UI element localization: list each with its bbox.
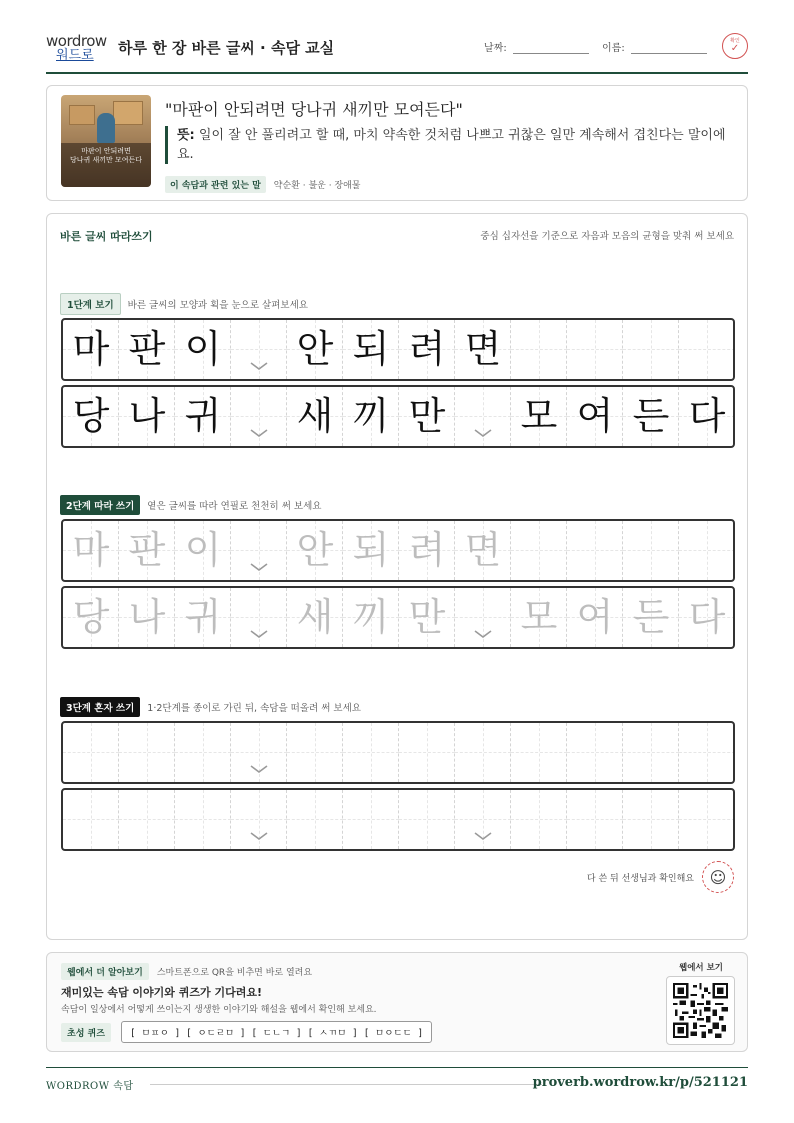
space-mark-icon (249, 830, 269, 842)
grid-cell[interactable] (511, 723, 567, 782)
qr-label: 웹에서 보기 (679, 963, 724, 973)
grid-cell[interactable] (231, 588, 287, 647)
grid-cell (511, 320, 567, 379)
grid-cell (679, 387, 735, 446)
practice-char: 되 (352, 327, 390, 371)
grid-cell[interactable] (343, 790, 399, 849)
grid-cell[interactable] (679, 588, 735, 647)
grid-cell (455, 320, 511, 379)
grid-cell[interactable] (455, 521, 511, 580)
practice-char: 면 (464, 528, 502, 572)
grid-cell (175, 387, 231, 446)
space-mark-icon (249, 763, 269, 775)
grid-cell (119, 320, 175, 379)
grid-cell[interactable] (63, 723, 119, 782)
practice-char: 새 (296, 595, 334, 639)
space-mark-icon (473, 628, 493, 640)
grid-cell (231, 387, 287, 446)
step3-header: 3단계 혼자 쓰기 1·2단계를 종이로 가린 뒤, 속담을 떠올려 써 보세요 (60, 697, 361, 717)
practice-char: 안 (296, 528, 334, 572)
grid-cell (567, 320, 623, 379)
grid-cell[interactable] (623, 790, 679, 849)
grid-cell (343, 387, 399, 446)
grid-cell[interactable] (399, 790, 455, 849)
grid-cell (63, 320, 119, 379)
practice-char: 판 (128, 327, 166, 371)
space-mark-icon (249, 561, 269, 573)
practice-char: 귀 (184, 394, 222, 438)
grid-cell[interactable] (455, 723, 511, 782)
web-section (46, 952, 748, 1052)
grid-cell[interactable] (231, 790, 287, 849)
space-mark-icon (473, 427, 493, 439)
grid-cell[interactable] (511, 790, 567, 849)
step1-row-1 (61, 318, 735, 381)
grid-cell[interactable] (343, 588, 399, 647)
grid-cell (511, 387, 567, 446)
step2-row-1[interactable] (61, 519, 735, 582)
grid-cell (63, 387, 119, 446)
grid-cell (399, 320, 455, 379)
space-mark-icon (249, 360, 269, 372)
practice-char: 판 (128, 528, 166, 572)
grid-cell (399, 387, 455, 446)
grid-cell (343, 320, 399, 379)
practice-char: 끼 (352, 595, 390, 639)
practice-char: 마 (72, 528, 110, 572)
grid-cell[interactable] (343, 521, 399, 580)
practice-section (46, 213, 748, 940)
practice-char: 당 (72, 595, 110, 639)
practice-char: 되 (352, 528, 390, 572)
space-mark-icon (473, 830, 493, 842)
grid-cell[interactable] (287, 588, 343, 647)
grid-cell[interactable] (119, 723, 175, 782)
grid-cell[interactable] (287, 723, 343, 782)
step3-row-2[interactable] (61, 788, 735, 851)
grid-cell (567, 387, 623, 446)
grid-cell[interactable] (567, 588, 623, 647)
grid-cell[interactable] (679, 790, 735, 849)
web-desc: 속담이 일상에서 어떻게 쓰이는지 생생한 이야기와 해설을 웹에서 확인해 보세요. (61, 1005, 377, 1015)
web-badge: 웹에서 더 알아보기 스마트폰으로 QR을 비추면 바로 열려요 (61, 963, 312, 980)
grid-cell[interactable] (175, 723, 231, 782)
grid-cell[interactable] (623, 588, 679, 647)
grid-cell[interactable] (399, 588, 455, 647)
page-footer (46, 1067, 748, 1101)
practice-char: 나 (128, 595, 166, 639)
grid-cell[interactable] (679, 521, 735, 580)
footer-brand: WORDROW 속담 (46, 1081, 134, 1092)
footer-url[interactable]: proverb.wordrow.kr/p/521121 (532, 1075, 748, 1090)
practice-char: 이 (184, 327, 222, 371)
grid-cell[interactable] (119, 521, 175, 580)
grid-cell[interactable] (119, 588, 175, 647)
step2-header: 2단계 따라 쓰기 옅은 글씨를 따라 연필로 천천히 써 보세요 (60, 495, 321, 515)
practice-char: 새 (296, 394, 334, 438)
wordrow-logo: wordrow 워드로 (46, 32, 107, 63)
step1-row-2 (61, 385, 735, 448)
practice-char: 다 (688, 595, 726, 639)
grid-cell[interactable] (63, 790, 119, 849)
practice-char: 당 (72, 394, 110, 438)
practice-char: 안 (296, 327, 334, 371)
practice-char: 려 (408, 528, 446, 572)
grid-cell (175, 320, 231, 379)
practice-char: 이 (184, 528, 222, 572)
grid-cell (287, 387, 343, 446)
related-words: 이 속담과 관련 있는 말 약순환 · 불운 · 장애물 (165, 176, 361, 193)
teacher-face-icon: ☺ (702, 861, 734, 893)
teacher-confirm: 다 쓴 뒤 선생님과 확인해요 ☺ (587, 861, 734, 893)
practice-char: 만 (408, 595, 446, 639)
practice-char: 다 (688, 394, 726, 438)
proverb-illustration: 마판이 안되려면 당나귀 새끼만 모여든다 (61, 95, 151, 187)
grid-cell (455, 387, 511, 446)
grid-cell[interactable] (231, 723, 287, 782)
chosung-quiz: 초성 퀴즈 [ ㅁㅍㅇ ] [ ㅇㄷㄹㅁ ] [ ㄷㄴㄱ ] [ ㅅㄲㅁ ] [ ㅁㅇㄷㄷ ] (61, 1021, 432, 1043)
practice-char: 귀 (184, 595, 222, 639)
step3-row-1[interactable] (61, 721, 735, 784)
practice-char: 든 (632, 595, 670, 639)
grid-cell[interactable] (119, 790, 175, 849)
grid-cell[interactable] (455, 588, 511, 647)
step1-header: 1단계 보기 바른 글씨의 모양과 획을 눈으로 살펴보세요 (60, 293, 308, 315)
practice-char: 마 (72, 327, 110, 371)
grid-cell[interactable] (679, 723, 735, 782)
grid-cell[interactable] (175, 790, 231, 849)
practice-char: 든 (632, 394, 670, 438)
grid-cell (623, 320, 679, 379)
grid-cell[interactable] (63, 588, 119, 647)
practice-char: 모 (520, 394, 558, 438)
web-headline: 재미있는 속담 이야기와 퀴즈가 기다려요! (61, 986, 262, 999)
practice-char: 모 (520, 595, 558, 639)
practice-title: 바른 글씨 따라쓰기 (60, 230, 153, 243)
proverb-title: "마판이 안되려면 당나귀 새끼만 모여든다" (165, 100, 463, 119)
practice-char: 면 (464, 327, 502, 371)
space-mark-icon (249, 427, 269, 439)
space-mark-icon (249, 628, 269, 640)
practice-char: 여 (576, 394, 614, 438)
grid-cell[interactable] (287, 790, 343, 849)
grid-cell[interactable] (511, 588, 567, 647)
grid-cell[interactable] (567, 790, 623, 849)
grid-cell[interactable] (343, 723, 399, 782)
practice-char: 여 (576, 595, 614, 639)
grid-cell[interactable] (399, 521, 455, 580)
grid-cell[interactable] (287, 521, 343, 580)
name-field: 이름: (602, 39, 707, 54)
qr-code-icon[interactable] (666, 976, 735, 1045)
grid-cell[interactable] (567, 723, 623, 782)
practice-char: 만 (408, 394, 446, 438)
grid-cell[interactable] (567, 521, 623, 580)
grid-cell[interactable] (399, 723, 455, 782)
practice-char: 나 (128, 394, 166, 438)
grid-cell (287, 320, 343, 379)
grid-cell[interactable] (175, 588, 231, 647)
grid-cell (231, 320, 287, 379)
practice-char: 끼 (352, 394, 390, 438)
grid-cell[interactable] (623, 521, 679, 580)
date-field: 날짜: (484, 39, 589, 54)
grid-cell[interactable] (63, 521, 119, 580)
step2-row-2[interactable] (61, 586, 735, 649)
practice-desc: 중심 십자선을 기준으로 자음과 모음의 균형을 맞춰 써 보세요 (480, 231, 734, 242)
grid-cell[interactable] (623, 723, 679, 782)
grid-cell[interactable] (455, 790, 511, 849)
proverb-meaning: 뜻: 일이 잘 안 풀리려고 할 때, 마치 약속한 것처럼 나쁘고 귀찮은 일만 계속해서 겹친다는 말이에요. (165, 126, 735, 164)
grid-cell (679, 320, 735, 379)
grid-cell (623, 387, 679, 446)
grid-cell[interactable] (231, 521, 287, 580)
page-title: 하루 한 장 바른 글씨 · 속담 교실 (118, 39, 335, 57)
footer-divider (150, 1084, 542, 1085)
page-header (46, 30, 748, 74)
grid-cell (119, 387, 175, 446)
proverb-card (46, 85, 748, 201)
check-stamp-icon: 확인 ✓ (722, 33, 748, 59)
grid-cell[interactable] (175, 521, 231, 580)
practice-char: 려 (408, 327, 446, 371)
grid-cell[interactable] (511, 521, 567, 580)
